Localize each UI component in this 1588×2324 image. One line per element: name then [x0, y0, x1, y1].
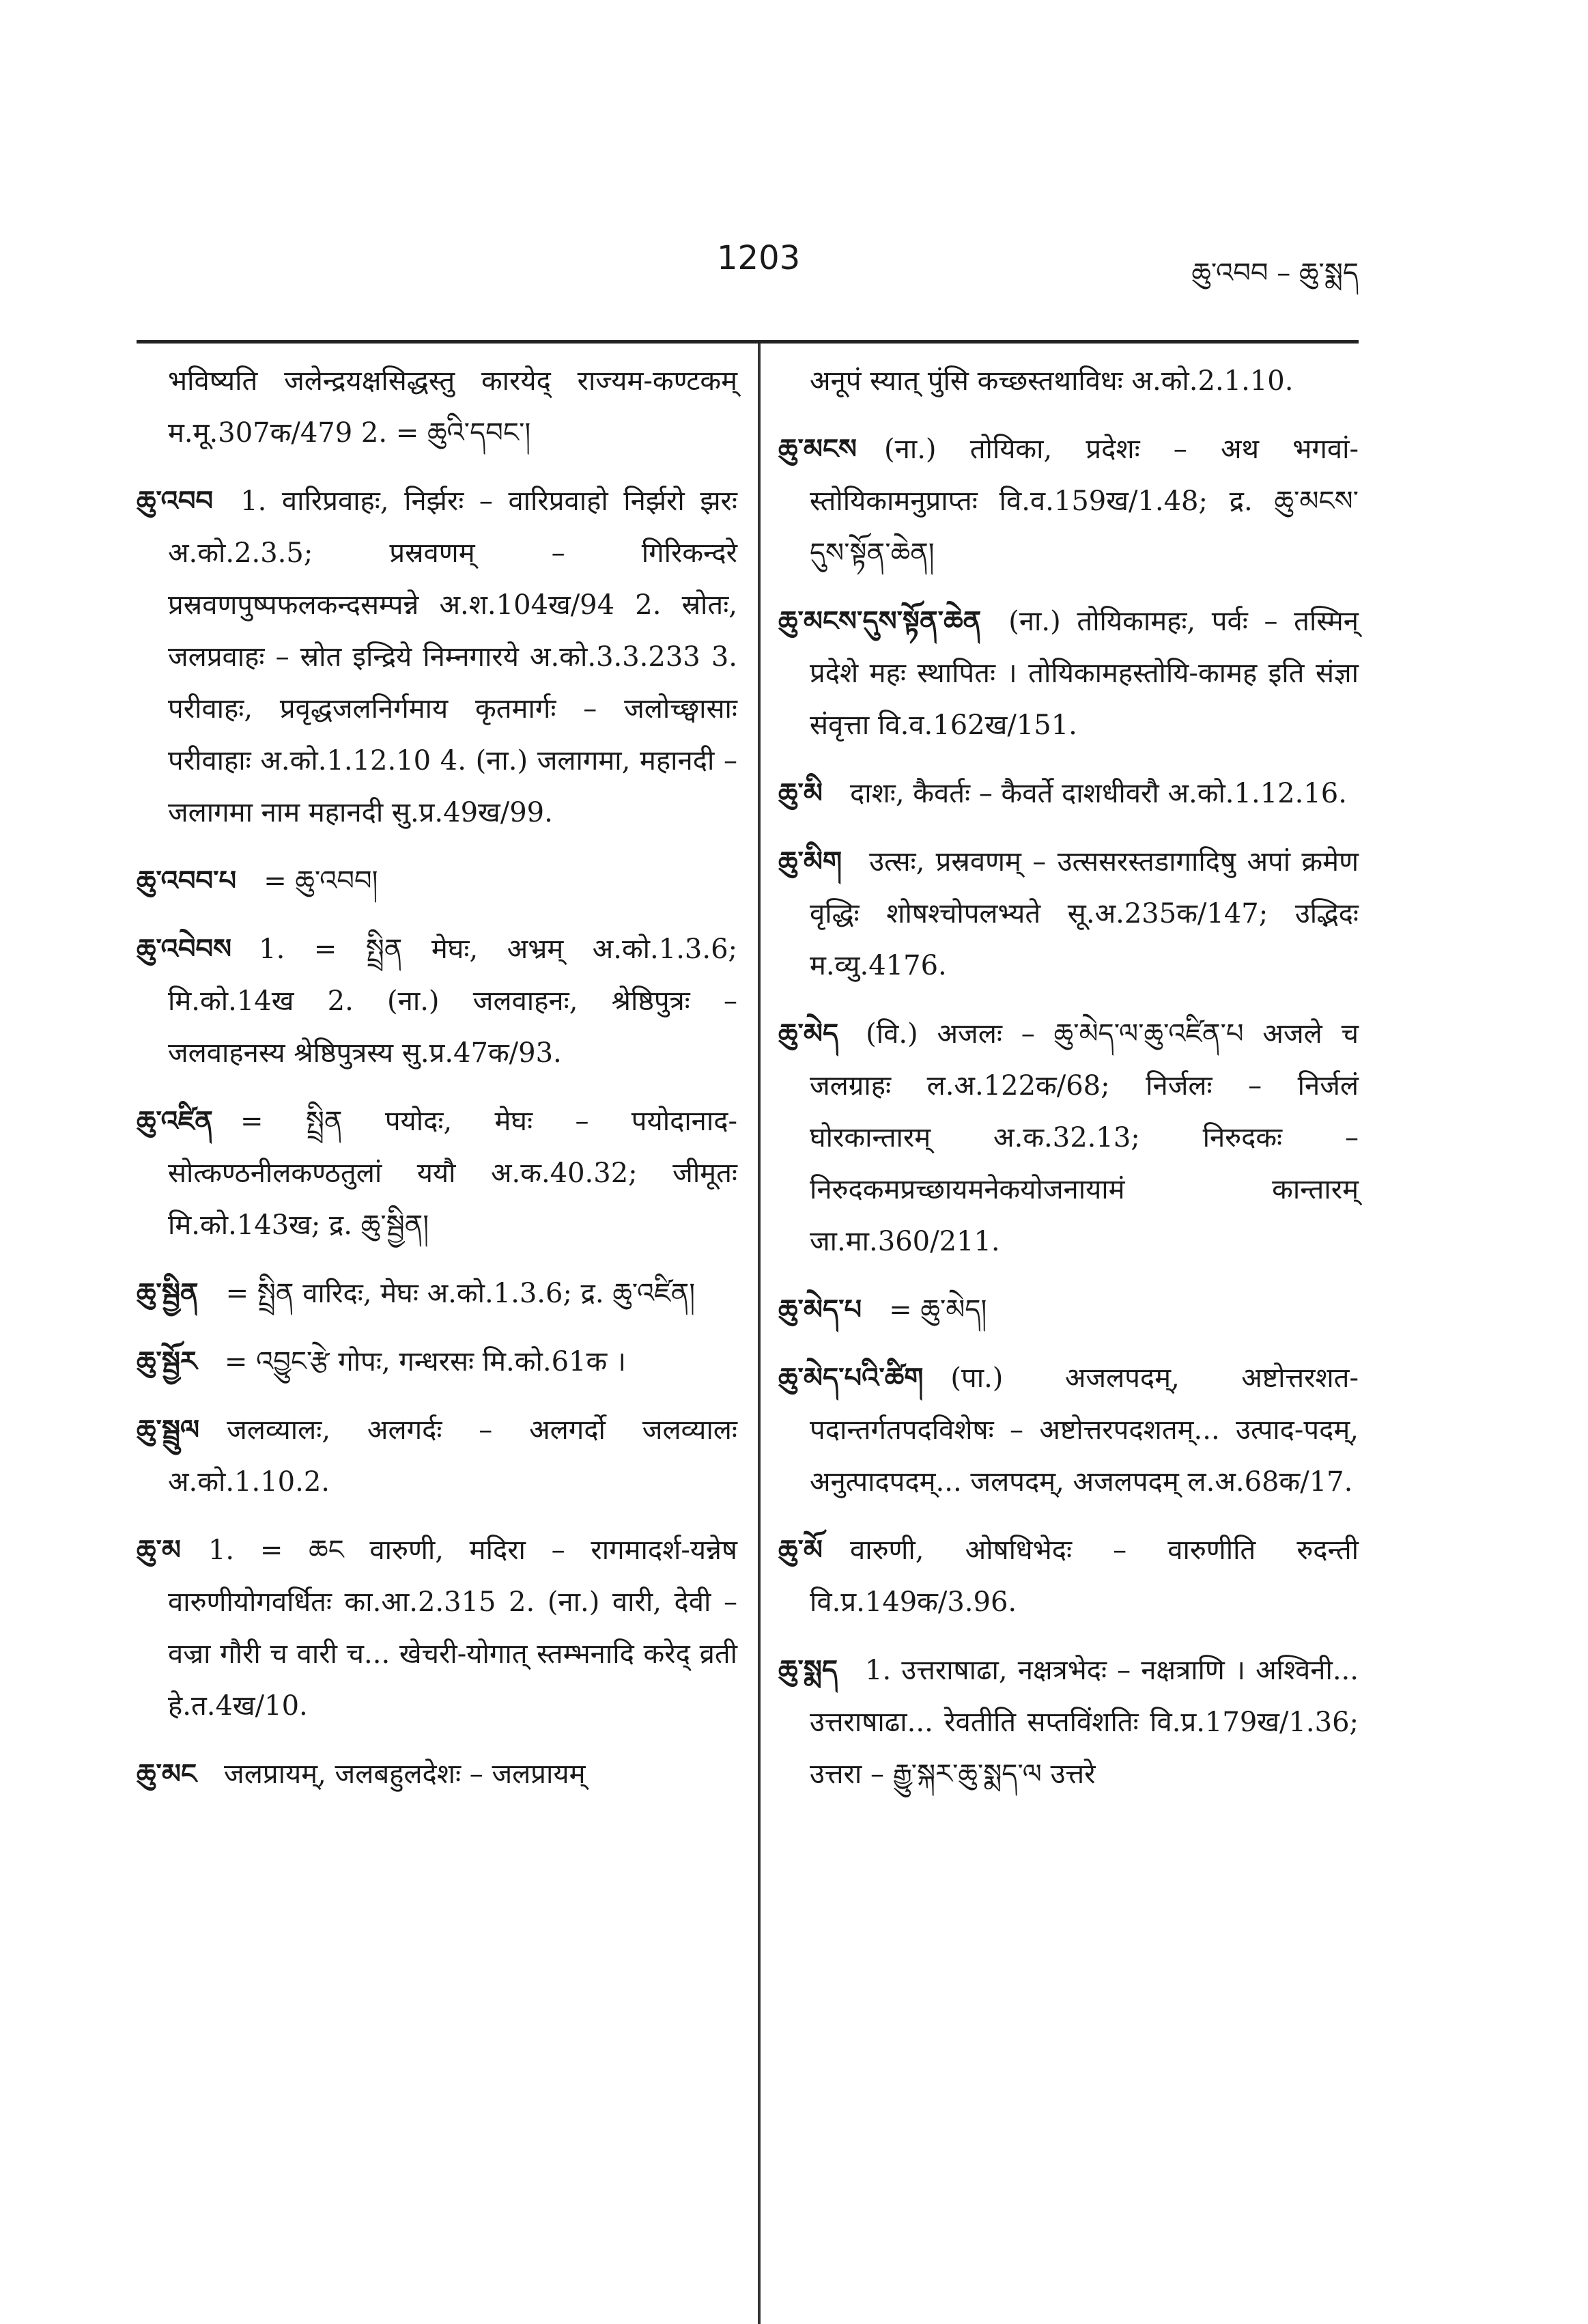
entry-text: भविष्यति जलेन्द्रयक्षसिद्धस्तु कारयेद् राज्यम-कण्टकम् म.मू.307क/479 2. = ཆུའི་དབང་།	[168, 365, 737, 449]
entry-headword: ཆུ་མང	[137, 1758, 197, 1790]
entry-text: अनूपं स्यात् पुंसि कच्छस्तथाविधः अ.को.2.1.10.	[810, 365, 1294, 397]
dictionary-entry	[778, 768, 1359, 820]
dictionary-entry	[137, 1336, 737, 1388]
entry-text: उत्सः, प्रस्रवणम् – उत्ससरस्तडागादिषु अपां क्रमेण वृद्धिः शोषश्चोपलभ्यते सू.अ.235क/147; उद्भिदः म.व्यु.4176.	[810, 846, 1359, 981]
dictionary-entry	[778, 1352, 1359, 1508]
entry-headword: ཆུ་འཛིན	[137, 1105, 213, 1137]
entry-text: = སྤྲིན पयोदः, मेघः – पयोदानाद-सोत्कण्ठनीलकण्ठतुलां ययौ अ.क.40.32; जीमूतः मि.को.143ख; द्र. ཆུ་སྦྱིན།	[168, 1106, 737, 1241]
page-number: 1203	[717, 239, 801, 277]
entry-text: 1. = སྤྲིན मेघः, अभ्रम् अ.को.1.3.6; मि.को.14ख 2. (ना.) जलवाहनः, श्रेष्ठिपुत्रः – जलवाहनस्य श्रेष्ठिपुत्रस्य सु.प्र.47क/93.	[168, 934, 737, 1069]
dictionary-entry	[137, 1524, 737, 1732]
entry-text: दाशः, कैवर्तः – कैवर्ते दाशधीवरौ अ.को.1.12.16.	[849, 778, 1347, 809]
entry-headword: ཆུ་མངས	[778, 433, 857, 465]
entry-text: = སྤྲིན वारिदः, मेघः अ.को.1.3.6; द्र. ཆུ་འཛིན།	[225, 1278, 696, 1309]
dictionary-entry	[778, 1644, 1359, 1800]
entry-headword: ཆུ་འབེབས	[137, 933, 232, 965]
dictionary-entry	[778, 596, 1359, 751]
entry-text: (वि.) अजलः – ཆུ་མེད་ལ་ཆུ་འཛིན་པ अजले च जलग्राहः ल.अ.122क/68; निर्जलः – निर्जलं घोरकान्तारम् अ.क.32.13; निरुदकः – निरुदकमप्रच्छायमनेकयोजनायामं कान्तारम् जा.मा.360/211.	[810, 1018, 1359, 1257]
entry-headword: ཆུ་མ	[137, 1534, 181, 1566]
entry-headword: ཆུ་མངས་དུས་སྟོན་ཆེན	[778, 605, 982, 637]
entry-headword: ཆུ་སྦྱོར	[137, 1345, 197, 1377]
dictionary-entry	[778, 836, 1359, 992]
entry-headword: ཆུ་འབབ་པ	[137, 865, 237, 897]
dictionary-entry	[137, 1095, 737, 1251]
dictionary-entry	[137, 855, 737, 907]
entry-headword: ཆུ་མེད	[778, 1018, 839, 1050]
entry-text: 1. = ཆང वारुणी, मदिरा – रागमादर्श-यन्नेष वारुणीयोगवर्धितः का.आ.2.315 2. (ना.) वारी, देवी – वज्रा गौरी च वारी च... खेचरी-योगात् स्तम्भनादि करेद् व्रती हे.त.4ख/10.	[168, 1535, 737, 1722]
entry-headword: ཆུ་མི	[778, 777, 823, 809]
entry-headword: ཆུ་སྨད	[778, 1654, 838, 1686]
column-divider	[758, 344, 761, 2324]
entry-headword: ཆུ་མེད་པ	[778, 1293, 862, 1326]
entry-text: जलप्रायम्, जलबहुलदेशः – जलप्रायम्	[224, 1759, 586, 1790]
entry-headword: ཆུ་མོ	[778, 1534, 823, 1566]
entry-text: (ना.) तोयिकामहः, पर्वः – तस्मिन् प्रदेशे महः स्थापितः । तोयिकामहस्तोयि-कामह इति संज्ञा संवृत्ता वि.व.162ख/151.	[810, 606, 1359, 741]
entry-text: 1. वारिप्रवाहः, निर्झरः – वारिप्रवाहो निर्झरो झरः अ.को.2.3.5; प्रस्रवणम् – गिरिकन्दरे प्रस्रवणपुष्पफलकन्दसम्पन्ने अ.श.104ख/94 2. स्रोतः, जलप्रवाहः – स्रोत इन्द्रिये निम्नगारये अ.को.3.3.233 3. परीवाहः, प्रवृद्धजलनिर्गमाय कृतमार्गः – जलोच्छ्वासाः परीवाहाः अ.को.1.12.10 4. (ना.) जलागमा, महानदी – जलागमा नाम महानदी सु.प्र.49ख/99.	[168, 486, 737, 828]
entry-headword: ཆུ་སྦྱིན	[137, 1277, 199, 1309]
dictionary-entry	[778, 1008, 1359, 1268]
entry-text: 1. उत्तराषाढा, नक्षत्रभेदः – नक्षत्राणि । अश्विनी... उत्तराषाढा... रेवतीति सप्तविंशतिः वि.प्र.179ख/1.36; उत्तरा – རྒྱུ་སྐར་ཆུ་སྨད་ལ उत्तरे	[810, 1655, 1359, 1790]
entry-text: (ना.) तोयिका, प्रदेशः – अथ भगवां-स्तोयिकामनुप्राप्तः वि.व.159ख/1.48; द्र. ཆུ་མངས་དུས་སྟོན་ཆེན།	[810, 434, 1359, 569]
dictionary-entry	[137, 1748, 737, 1800]
entry-text: = ཆུ་འབབ།	[264, 865, 378, 897]
entry-headword: ཆུ་མིག	[778, 845, 842, 878]
dictionary-entry	[778, 423, 1359, 579]
entry-text: वारुणी, ओषधिभेदः – वारुणीति रुदन्ती वि.प्र.149क/3.96.	[810, 1535, 1359, 1618]
page-header	[137, 239, 1359, 294]
left-column	[137, 355, 737, 1817]
entry-headword: ཆུ་མེད་པའི་ཚིག	[778, 1362, 924, 1394]
dictionary-entry	[778, 1284, 1359, 1336]
dictionary-entry	[137, 923, 737, 1079]
running-head: ཆུ་འབབ – ཆུ་སྨད	[1191, 257, 1359, 289]
dictionary-entry	[137, 355, 737, 459]
entry-text: (पा.) अजलपदम्, अष्टोत्तरशत-पदान्तर्गतपदविशेषः – अष्टोत्तरपदशतम्... उत्पाद-पदम्, अनुत्पादपदम्... जलपदम्, अजलपदम् ल.अ.68क/17.	[810, 1362, 1359, 1498]
header-rule	[137, 340, 1359, 344]
entry-headword: ཆུ་འབབ	[137, 485, 214, 517]
entry-text: = ཆུ་མེད།	[889, 1294, 987, 1326]
entry-text: = འབྱུང་རྩེ गोपः, गन्धरसः मि.को.61क ।	[224, 1346, 627, 1377]
dictionary-entry	[137, 1268, 737, 1319]
dictionary-entry	[778, 1524, 1359, 1628]
entry-text: जलव्यालः, अलगर्दः – अलगर्दो जलव्यालः अ.को.1.10.2.	[168, 1414, 737, 1498]
dictionary-entry	[137, 475, 737, 839]
dictionary-entry	[778, 355, 1359, 407]
dictionary-entry	[137, 1404, 737, 1508]
right-column	[778, 355, 1359, 1817]
entry-headword: ཆུ་སྦྲུལ	[137, 1414, 200, 1446]
